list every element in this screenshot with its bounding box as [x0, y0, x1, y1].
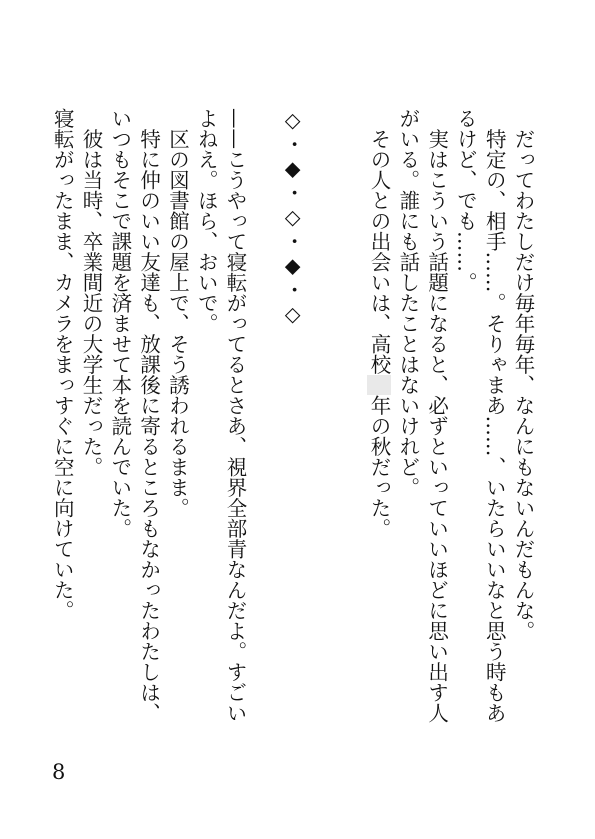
- text-line: 実はこういう話題になると、必ずといっていいほどに思い出す人: [424, 128, 449, 723]
- text-line: 彼は当時、卒業間近の大学生だった。: [79, 128, 104, 477]
- text-line: ——こうやって寝転がってるとさあ、視界全部青なんだよ。すごい: [223, 108, 248, 723]
- vertical-text-body: [47, 108, 537, 748]
- text-line: その人との出会いは、高校年の秋だった。: [367, 128, 392, 539]
- page-number: 8: [52, 760, 66, 784]
- text-line: 寝転がったまま、カメラをまっすぐに空に向けていた。: [50, 108, 75, 621]
- text-line: よねえ。ほら、おいで。: [194, 108, 219, 334]
- shaded-blank: [367, 375, 391, 396]
- text-line: 区の図書館の屋上で、そう誘われるまま。: [165, 128, 190, 518]
- text-line: だってわたしだけ毎年毎年、なんにもないんだもんな。: [511, 128, 535, 641]
- text-line: るけど、でも……。: [453, 108, 478, 293]
- text-line: がいる。誰にも話したことはないけれど。: [395, 108, 420, 498]
- scene-separator: ◇・◆・◇・◆・◇: [280, 108, 305, 328]
- text-line: 特定の、相手……。そりゃまあ……、いたらいいなと思う時もあ: [482, 128, 507, 723]
- text-line: 特に仲のいい友達も、放課後に寄るところもなかったわたしは、: [136, 128, 161, 723]
- text-line: いつもそこで課題を済ませて本を読んでいた。: [107, 108, 132, 539]
